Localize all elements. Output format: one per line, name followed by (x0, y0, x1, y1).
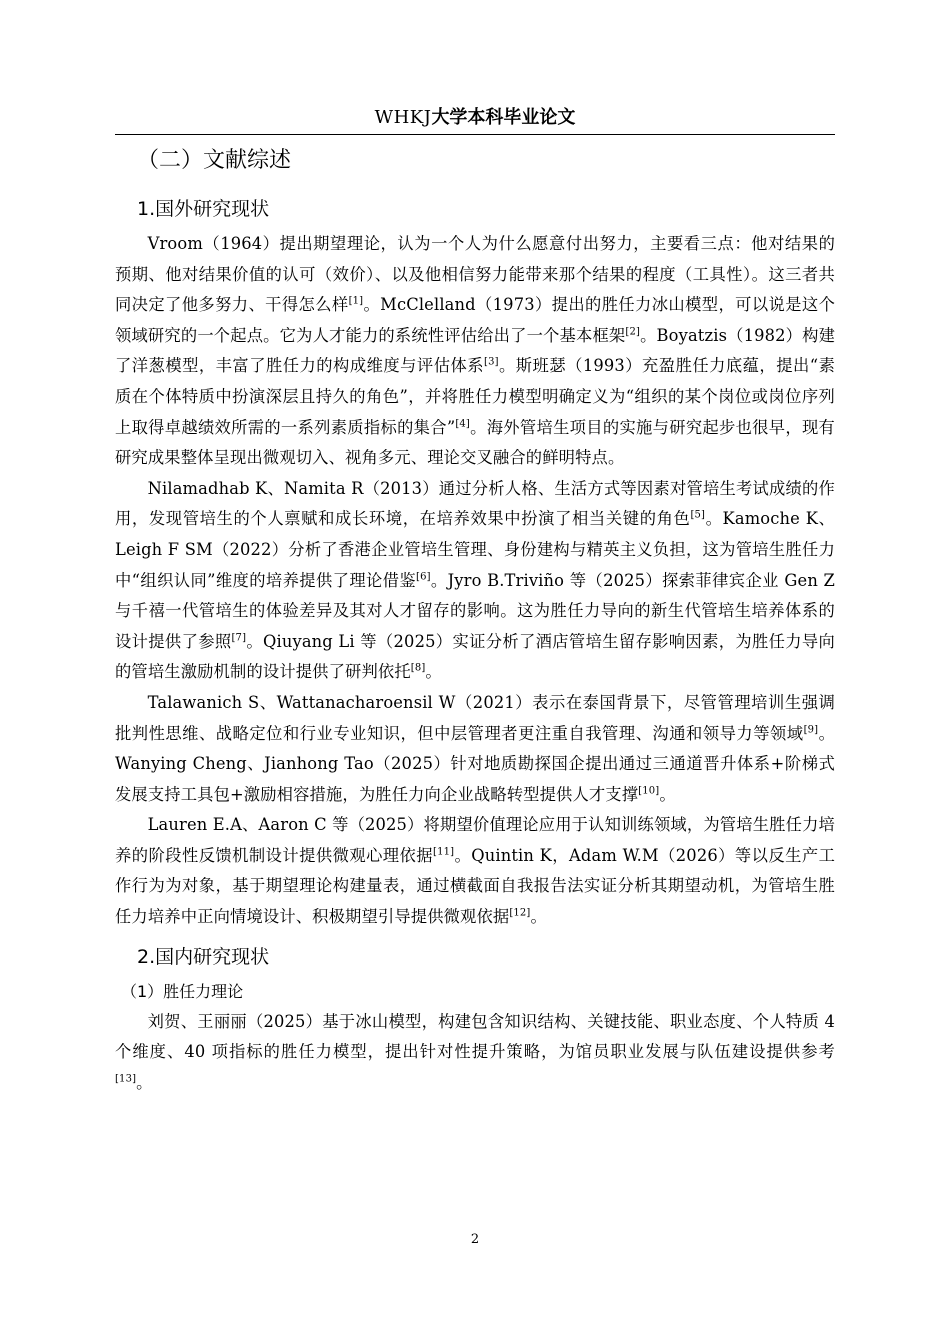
subsection-title-domestic: 2.国内研究现状 (137, 945, 270, 968)
paragraph-text: 。Qiuyang Li 等（2025）实证分析了酒店管培生留存影响因素，为胜任力导向的管培生激励机制的设计提供了研判依托 (115, 631, 835, 682)
citation-ref: [13] (115, 1073, 137, 1085)
citation-ref: [11] (433, 846, 455, 858)
citation-ref: [6] (416, 571, 431, 583)
paragraph-text: 。 (530, 907, 547, 927)
paragraph (115, 229, 835, 474)
paragraph (115, 810, 835, 932)
header-title: 大学本科毕业论文 (431, 107, 576, 128)
citation-ref: [2] (625, 326, 641, 338)
citation-ref: [12] (509, 907, 531, 919)
paragraph-text: 刘贺、王丽丽（2025）基于冰山模型，构建包含知识结构、关键技能、职业态度、个人特质 4 个维度、40 项指标的胜任力模型，提出针对性提升策略，为馆员职业发展与队伍建设提供参考 (115, 1011, 835, 1062)
citation-ref: [10] (638, 785, 660, 797)
paragraph (115, 1007, 835, 1099)
paragraph-text: 。Boyatzis（1982）构建了洋葱模型，丰富了胜任力的构成维度与评估体系 (115, 325, 836, 376)
citation-ref: [9] (803, 724, 819, 736)
running-header (0, 104, 950, 132)
page-number: 2 (470, 1232, 480, 1247)
paragraph-text: 。McClelland（1973）提出的胜任力冰山模型，可以说是这个领域研究的一个起点。它为人才能力的系统性评估给出了一个基本框架 (115, 295, 835, 345)
paragraph-text: Lauren E.A、Aaron C 等（2025）将期望价值理论应用于认知训练领域，为管培生胜任力培养的阶段性反馈机制设计提供微观心理依据 (115, 815, 835, 865)
section-title: （二）文献综述 (137, 148, 292, 173)
paragraph-text: 。 (659, 784, 676, 804)
header-abbr: WHKJ (374, 107, 432, 128)
paragraph-text: 。Kamoche K、Leigh F SM（2022）分析了香港企业管培生管理、身份建构与精英主义负担，这为管培生胜任力中“组织认同”维度的培养提供了理论借鉴 (115, 509, 835, 590)
subheading-competency-theory: （1）胜任力理论 (121, 981, 244, 1001)
paragraph (115, 474, 835, 688)
paragraph-text: 。 (136, 1072, 153, 1092)
content-area (115, 141, 835, 1098)
domestic-paragraphs (115, 1007, 835, 1099)
header-rule (115, 134, 835, 135)
citation-ref: [3] (484, 356, 499, 368)
paragraph-text: Nilamadhab K、Namita R（2013）通过分析人格、生活方式等因素对管培生考试成绩的作用，发现管培生的个人禀赋和成长环境，在培养效果中扮演了相当关键的角色 (115, 478, 835, 529)
paragraph-text: 。 (425, 662, 442, 682)
citation-ref: [5] (690, 509, 706, 521)
paragraph-text: 。Jyro B.Triviño 等（2025）探索菲律宾企业 Gen Z 与千禧一代管培生的体验差异及其对人才留存的影响。这为胜任力导向的新生代管培生培养体系的设计提供了参照 (115, 570, 835, 651)
citation-ref: [7] (231, 632, 247, 644)
paragraph-text: 。海外管培生项目的实施与研究起步也很早，现有研究成果整体呈现出微观切入、视角多元、理论交叉融合的鲜明特点。 (115, 417, 835, 468)
citation-ref: [1] (348, 295, 364, 307)
citation-ref: [4] (455, 418, 470, 430)
citation-ref: [8] (410, 662, 426, 674)
paragraph-text: 。Wanying Cheng、Jianhong Tao（2025）针对地质勘探国企提出通过三通道晋升体系+阶梯式发展支持工具包+激励相容措施，为胜任力向企业战略转型提供人才支撑 (115, 723, 835, 804)
paragraph-text: 。Quintin K，Adam W.M（2026）等以反生产工作行为为对象，基于期望理论构建量表，通过横截面自我报告法实证分析其期望动机，为管培生胜任力培养中正向情境设计、积极期望引导提供微观依据 (115, 845, 836, 927)
paragraph (115, 688, 835, 810)
paragraph-text: 。斯班瑟（1993）充盈胜任力底蕴，提出“素质在个体特质中扮演深层且持久的角色”，并将胜任力模型明确定义为“组织的某个岗位或岗位序列上取得卓越绩效所需的一系列素质指标的集合” (115, 356, 835, 437)
subsection-title-foreign: 1.国外研究现状 (137, 198, 270, 220)
paragraph-text: Vroom（1964）提出期望理论，认为一个人为什么愿意付出努力，主要看三点：他对结果的预期、他对结果价值的认可（效价）、以及他相信努力能带来那个结果的程度（工具性）。这三者共同决定了他多努力、干得怎么样 (115, 234, 835, 315)
paragraph-text: Talawanich S、Wattanacharoensil W（2021）表示在泰国背景下，尽管管理培训生强调批判性思维、战略定位和行业专业知识，但中层管理者更注重自我管理、沟通和领导力等领域 (115, 692, 835, 743)
foreign-paragraphs (115, 229, 835, 933)
